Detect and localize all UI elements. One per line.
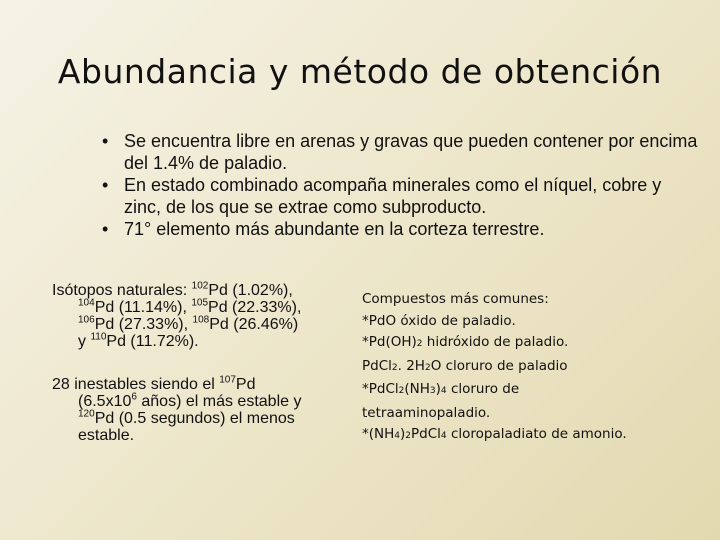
compound-line: *(NH4)2PdCl4 cloropaladiato de amonio. (362, 426, 627, 442)
compound-line: tetraaminopaladio. (362, 404, 491, 421)
compounds-column (362, 289, 682, 448)
bullet-item: • 71° elemento más abundante en la corteza terrestre. (100, 218, 700, 240)
natural-isotopes-text: Isótopos naturales: $^{102}$Pd (1.02%), $^{104}$Pd (11.14%), $^{105}$Pd (22.33%), $^{106}$Pd (27.33%), $^{108}$Pd (26.46%) y $^{110}$Pd (11.72%). (52, 280, 302, 350)
bullet-item: • Se encuentra libre en arenas y gravas que pueden contener por encima del 1.4% de paladio. (100, 130, 700, 174)
compound-line: PdCl2. 2H2O cloruro de paladio (362, 357, 568, 374)
isotopes-column (52, 282, 307, 444)
compound-line: *PdCl2(NH3)4 cloruro de (362, 381, 520, 397)
compound-line: *Pd(OH)2 hidróxido de paladio. (362, 334, 569, 350)
bullet-list (100, 130, 700, 240)
compounds-heading: Compuestos más comunes: (362, 291, 549, 307)
bullet-item: • En estado combinado acompaña minerales como el níquel, cobre y zinc, de los que se extrae como subproducto. (100, 174, 700, 218)
unstable-isotopes-text: 28 inestables siendo el $^{107}$Pd ($6.5x10^6$ años) el más estable y $^{120}$Pd (0.5 segundos) el menos estable. (52, 374, 302, 444)
compound-line: *PdO óxido de paladio. (362, 312, 516, 329)
slide-title: Abundancia y método de obtención (57, 52, 663, 92)
